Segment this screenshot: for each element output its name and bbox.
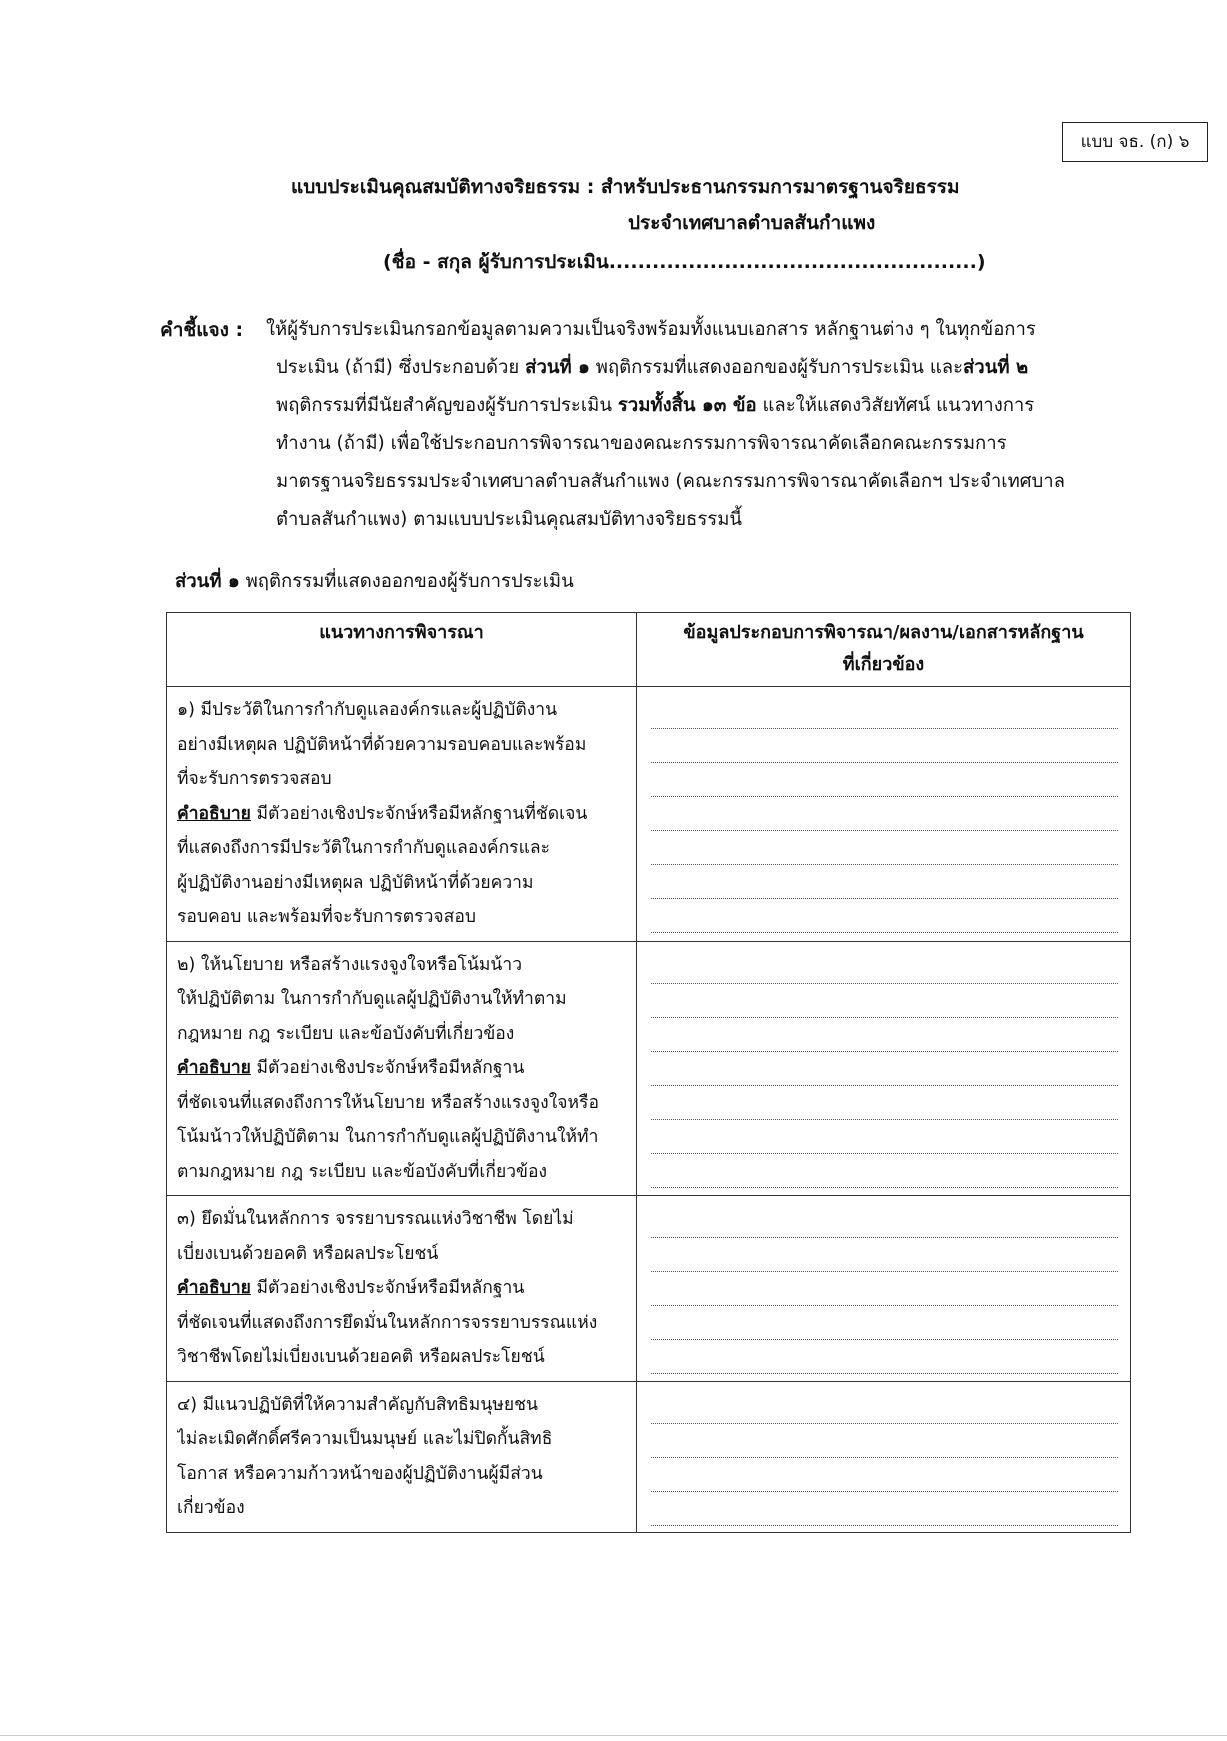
evidence-fill-line[interactable]: [651, 763, 1118, 797]
table-header-row: [167, 613, 1131, 687]
evidence-fill-line[interactable]: [651, 899, 1118, 933]
criteria-text: โอกาส หรือความก้าวหน้าของผู้ปฏิบัติงานผู้มีส่วน: [177, 1463, 543, 1484]
explanation-text: ที่ชัดเจนที่แสดงถึงการยึดมั่นในหลักการจรรยาบรรณแห่ง: [177, 1312, 598, 1333]
total-items-ref: รวมทั้งสิ้น ๑๓ ข้อ: [617, 395, 757, 416]
criteria-text: ๔) มีแนวปฏิบัติที่ให้ความสำคัญกับสิทธิมนุษยชน: [177, 1394, 538, 1415]
evidence-fill-line[interactable]: [651, 695, 1118, 729]
evidence-fill-line[interactable]: [651, 984, 1118, 1018]
criteria-cell: [167, 1196, 637, 1382]
criteria-text: ๓) ยึดมั่นในหลักการ จรรยาบรรณแห่งวิชาชีพ โดยไม่: [177, 1209, 574, 1229]
section-1-label: ส่วนที่ ๑: [175, 571, 240, 592]
instructions-label: คำชี้แจง :: [160, 319, 244, 341]
explanation-text: รอบคอบ และพร้อมที่จะรับการตรวจสอบ: [177, 907, 476, 927]
evidence-fill-line[interactable]: [651, 1390, 1118, 1424]
criteria-cell: [167, 687, 637, 942]
explanation-text: มีตัวอย่างเชิงประจักษ์หรือมีหลักฐาน: [250, 1058, 525, 1078]
evidence-fill-line[interactable]: [651, 1306, 1118, 1340]
explanation-first-line: [177, 1271, 628, 1306]
instructions-text: และให้แสดงวิสัยทัศน์ แนวทางการ: [756, 395, 1035, 416]
assessee-name-line: (ชื่อ - สกุล ผู้รับการประเมิน...................................................): [383, 251, 986, 273]
criteria-text: ๑) มีประวัติในการกำกับดูแลองค์กรและผู้ปฏิบัติงาน: [177, 700, 558, 720]
explanation-first-line: [177, 797, 628, 832]
explanation-text: โน้มน้าวให้ปฏิบัติตาม ในการกำกับดูแลผู้ปฏิบัติงานให้ทำ: [177, 1127, 599, 1147]
explanation-label: คำอธิบาย: [177, 1058, 251, 1078]
evidence-fill-line[interactable]: [651, 1018, 1118, 1052]
criteria-text: อย่างมีเหตุผล ปฏิบัติหน้าที่ด้วยความรอบคอบและพร้อม: [177, 734, 587, 755]
explanation-text: มีตัวอย่างเชิงประจักษ์หรือมีหลักฐานที่ชัดเจน: [250, 803, 588, 824]
evidence-fill-line[interactable]: [651, 797, 1118, 831]
criteria-text: เกี่ยวข้อง: [177, 1498, 245, 1518]
evidence-fill-line[interactable]: [651, 1424, 1118, 1458]
instructions-line-2: [276, 353, 1028, 382]
evidence-fill-line[interactable]: [651, 1492, 1118, 1526]
criteria-text: ให้ปฏิบัติตาม ในการกำกับดูแลผู้ปฏิบัติงานให้ทำตาม: [177, 989, 567, 1009]
section-1-text: พฤติกรรมที่แสดงออกของผู้รับการประเมิน: [239, 571, 574, 592]
explanation-text: ที่แสดงถึงการมีประวัติในการกำกับดูแลองค์กรและ: [177, 838, 550, 858]
instructions-line-3: [276, 391, 1034, 420]
evidence-cell[interactable]: [637, 941, 1131, 1196]
explanation-text: วิชาชีพโดยไม่เบี่ยงเบนด้วยอคติ หรือผลประโยชน์: [177, 1347, 545, 1367]
evidence-cell[interactable]: [637, 687, 1131, 942]
evidence-cell[interactable]: [637, 1381, 1131, 1532]
section-1-title: [175, 567, 574, 596]
criteria-table: [166, 612, 1131, 1533]
criteria-text: กฎหมาย กฎ ระเบียบ และข้อบังคับที่เกี่ยวข้อง: [177, 1023, 515, 1044]
criteria-cell: [167, 941, 637, 1196]
explanation-text: ตามกฎหมาย กฎ ระเบียบ และข้อบังคับที่เกี่ยวข้อง: [177, 1161, 548, 1182]
header-evidence-line-2: ที่เกี่ยวข้อง: [842, 654, 925, 675]
criteria-cell: [167, 1381, 637, 1532]
evidence-fill-line[interactable]: [651, 1052, 1118, 1086]
table-row: [167, 941, 1131, 1196]
form-title: แบบประเมินคุณสมบัติทางจริยธรรม : สำหรับประธานกรรมการมาตรฐานจริยธรรม: [291, 176, 960, 198]
form-code-box: แบบ จธ. (ก) ๖: [1062, 122, 1208, 162]
header-evidence: [637, 613, 1131, 687]
explanation-text: มีตัวอย่างเชิงประจักษ์หรือมีหลักฐาน: [250, 1278, 525, 1298]
evidence-fill-line[interactable]: [651, 1154, 1118, 1188]
evidence-fill-line[interactable]: [651, 950, 1118, 984]
evidence-fill-line[interactable]: [651, 1238, 1118, 1272]
instructions-line-6: ตำบลสันกำแพง) ตามแบบประเมินคุณสมบัติทางจริยธรรมนี้: [276, 509, 743, 530]
evidence-fill-line[interactable]: [651, 729, 1118, 763]
evidence-fill-line[interactable]: [651, 1458, 1118, 1492]
evidence-fill-line[interactable]: [651, 831, 1118, 865]
form-subtitle: ประจำเทศบาลตำบลสันกำแพง: [628, 212, 876, 234]
header-criteria: แนวทางการพิจารณา: [167, 613, 637, 687]
explanation-text: ผู้ปฏิบัติงานอย่างมีเหตุผล ปฏิบัติหน้าที่ด้วยความ: [177, 872, 534, 893]
criteria-text: ๒) ให้นโยบาย หรือสร้างแรงจูงใจหรือโน้มน้าว: [177, 954, 523, 975]
table-row: [167, 1381, 1131, 1532]
instructions-line-5: มาตรฐานจริยธรรมประจำเทศบาลตำบลสันกำแพง (คณะกรรมการพิจารณาคัดเลือกฯ ประจำเทศบาล: [276, 471, 1065, 492]
explanation-first-line: [177, 1051, 628, 1086]
page-edge-line: [0, 1735, 1227, 1736]
criteria-text: ไม่ละเมิดศักดิ์ศรีความเป็นมนุษย์ และไม่ปิดกั้นสิทธิ: [177, 1429, 553, 1449]
evidence-fill-line[interactable]: [651, 1086, 1118, 1120]
criteria-text: เบี่ยงเบนด้วยอคติ หรือผลประโยชน์: [177, 1243, 439, 1264]
criteria-text: ที่จะรับการตรวจสอบ: [177, 769, 332, 789]
section1-ref: ส่วนที่ ๑: [525, 357, 590, 378]
instructions-line-1: ให้ผู้รับการประเมินกรอกข้อมูลตามความเป็นจริงพร้อมทั้งแนบเอกสาร หลักฐานต่าง ๆ ในทุกข้อการ: [266, 319, 1036, 340]
instructions-text: ประเมิน (ถ้ามี) ซึ่งประกอบด้วย: [276, 357, 526, 378]
instructions-text: พฤติกรรมที่แสดงออกของผู้รับการประเมิน และ: [589, 357, 964, 378]
header-evidence-line-1: ข้อมูลประกอบการพิจารณา/ผลงาน/เอกสารหลักฐาน: [683, 622, 1084, 643]
section2-ref: ส่วนที่ ๒: [963, 357, 1029, 378]
table-row: [167, 1196, 1131, 1382]
evidence-fill-line[interactable]: [651, 1272, 1118, 1306]
table-row: [167, 687, 1131, 942]
explanation-text: ที่ชัดเจนที่แสดงถึงการให้นโยบาย หรือสร้างแรงจูงใจหรือ: [177, 1092, 599, 1113]
evidence-fill-line[interactable]: [651, 1204, 1118, 1238]
explanation-label: คำอธิบาย: [177, 1278, 251, 1298]
instructions-text: พฤติกรรมที่มีนัยสำคัญของผู้รับการประเมิน: [276, 395, 618, 416]
evidence-fill-line[interactable]: [651, 1120, 1118, 1154]
evidence-cell[interactable]: [637, 1196, 1131, 1382]
evidence-fill-line[interactable]: [651, 1340, 1118, 1374]
evidence-fill-line[interactable]: [651, 865, 1118, 899]
instructions-line-4: ทำงาน (ถ้ามี) เพื่อใช้ประกอบการพิจารณาของคณะกรรมการพิจารณาคัดเลือกคณะกรรมการ: [276, 433, 1007, 454]
explanation-label: คำอธิบาย: [177, 803, 251, 824]
